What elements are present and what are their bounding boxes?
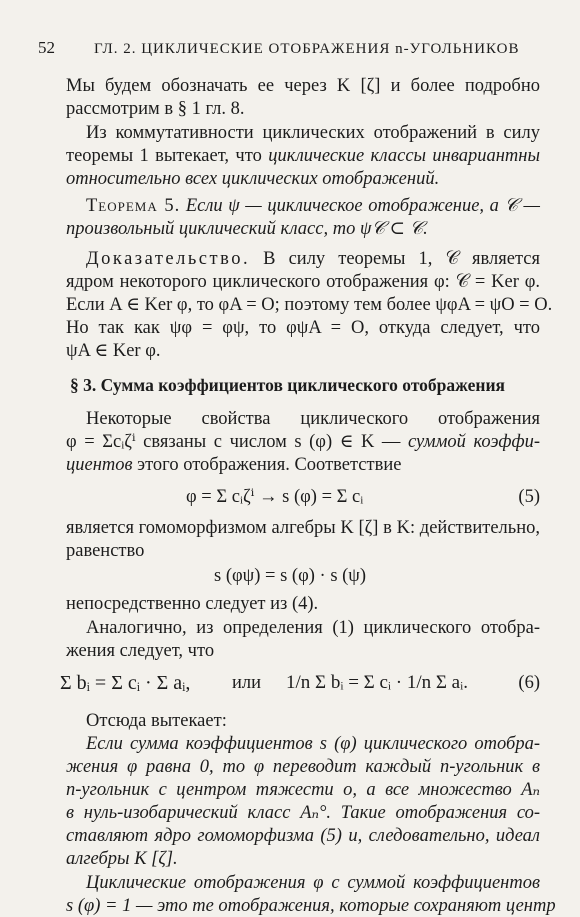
theorem-label: Теорема 5. xyxy=(86,196,181,216)
para6-line4: n-угольник с центром тяжести o, а все множество Aₙ xyxy=(66,780,540,800)
para1-line1: Мы будем обозначать ее через K [ζ] и более подробно xyxy=(66,76,540,96)
para7-line2: s (φ) = 1 — это те отображения, которые сохраняют центр xyxy=(66,896,556,916)
para3-line3 xyxy=(66,454,540,476)
para4-line2: равенство xyxy=(66,541,145,561)
proof-line5: ψA ∈ Ker φ. xyxy=(66,341,161,361)
proof-line1 xyxy=(86,248,540,270)
para6-line3: жения φ равна 0, то φ переводит каждый n-угольник в xyxy=(66,757,540,777)
para1-line2: рассмотрим в § 1 гл. 8. xyxy=(66,99,245,119)
para3-line2-italic: суммой коэффи- xyxy=(407,432,540,452)
proof-text1: В силу теоремы 1, 𝒞 является xyxy=(263,249,540,269)
proof-line4: Но так как ψφ = φψ, то φψA = O, откуда следует, что xyxy=(66,318,540,338)
para2-line2 xyxy=(66,145,540,167)
running-title: ГЛ. 2. ЦИКЛИЧЕСКИЕ ОТОБРАЖЕНИЯ n-УГОЛЬНИКОВ xyxy=(94,41,520,57)
proof-label: Доказательство. xyxy=(86,249,251,269)
section-heading: § 3. Сумма коэффициентов циклического отображения xyxy=(70,375,506,395)
para4-line3: непосредственно следует из (4). xyxy=(66,594,319,614)
para3-line1: Некоторые свойства циклического отображения xyxy=(86,409,540,429)
equation-5-number: (5) xyxy=(518,487,540,507)
equation-6-number: (6) xyxy=(518,673,540,693)
equation-5: φ = Σ cᵢζⁱ → s (φ) = Σ cᵢ xyxy=(186,487,364,507)
para2-line3: относительно всех циклических отображений. xyxy=(66,169,440,189)
proof-line3: Если A ∈ Ker φ, то φA = O; поэтому тем более ψφA = ψO = O. xyxy=(66,295,553,315)
para6-line7: алгебры K [ζ]. xyxy=(66,849,178,869)
para3-line2 xyxy=(66,431,540,453)
para3-line2-roman: φ = Σcᵢζⁱ связаны с числом s (φ) ∈ K — xyxy=(66,432,408,452)
para7-line1: Циклические отображения φ с суммой коэффициентов xyxy=(86,873,540,893)
theorem-text1: Если ψ — циклическое отображение, а 𝒞 — xyxy=(185,196,541,216)
theorem-line2: произвольный циклический класс, то ψ𝒞 ⊂ 𝒞. xyxy=(66,219,428,239)
proof-line2: ядром некоторого циклического отображения φ: 𝒞 = Ker φ. xyxy=(66,272,540,292)
theorem-line1 xyxy=(86,195,540,217)
para6-line1: Отсюда вытекает: xyxy=(86,711,227,731)
para5-line2: жения следует, что xyxy=(66,641,215,661)
para2-line1: Из коммутативности циклических отображений в силу xyxy=(86,123,540,143)
equation-6-or: или xyxy=(232,673,262,693)
para2-line2-roman: теоремы 1 вытекает, что xyxy=(66,146,269,166)
para3-line3-roman: этого отображения. Соответствие xyxy=(132,455,402,475)
para5-line1: Аналогично, из определения (1) циклического отобра- xyxy=(86,618,540,638)
para6-line5: в нуль-изобарический класс Aₙ°. Такие отображения со- xyxy=(66,803,540,823)
para3-line3-italic: циентов xyxy=(66,455,133,475)
para6-line6: ставляют ядро гомоморфизма (5) и, следовательно, идеал xyxy=(66,826,540,846)
page-number: 52 xyxy=(38,38,55,57)
equation-6a: Σ bᵢ = Σ cᵢ · Σ aᵢ, xyxy=(60,672,191,694)
para4-line1: является гомоморфизмом алгебры K [ζ] в K: действительно, xyxy=(66,518,540,538)
equation-homomorphism: s (φψ) = s (φ) · s (ψ) xyxy=(214,566,367,586)
para6-line2: Если сумма коэффициентов s (φ) циклического отобра- xyxy=(86,734,540,754)
para2-line2-italic: циклические классы инвариантны xyxy=(268,146,541,166)
equation-6b: 1/n Σ bᵢ = Σ cᵢ · 1/n Σ aᵢ. xyxy=(286,672,468,693)
